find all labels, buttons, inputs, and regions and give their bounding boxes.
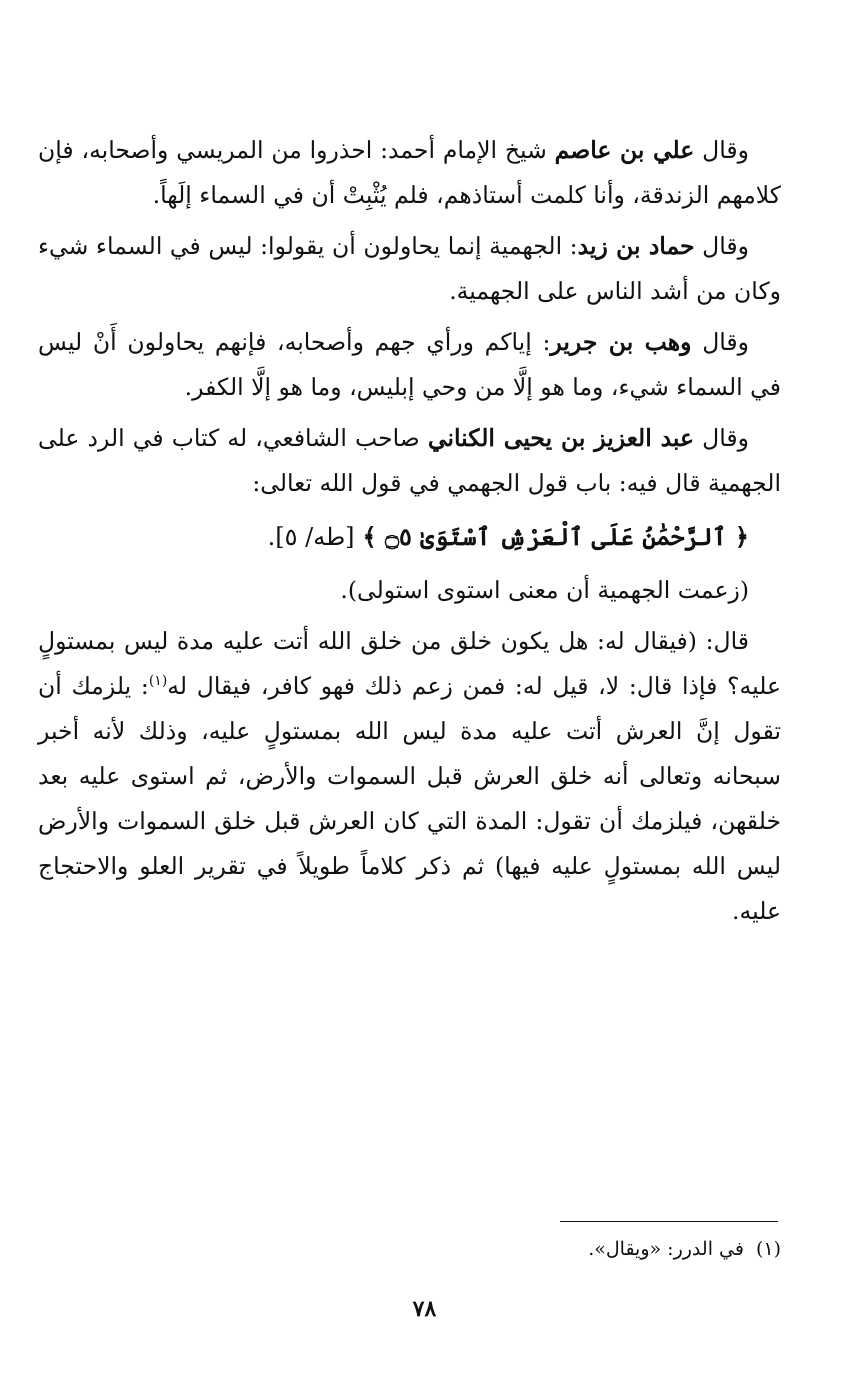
- verse-text: ﴿ ٱلرَّحْمَٰنُ عَلَى ٱلْعَرْشِ ٱسْتَوَىٰ ۝٥ ﴾: [362, 522, 749, 551]
- verse-reference: [طه/ ٥].: [267, 523, 355, 551]
- paragraph-claim: (زعمت الجهمية أن معنى استوى استولى).: [340, 576, 749, 604]
- paragraph-hammad-bin-zayd: وقال حماد بن زيد: الجهمية إنما يحاولون أن يقولوا: ليس في السماء شيء وكان من أشد الناس على الجهمية.: [38, 232, 781, 305]
- page-body: [38, 128, 781, 940]
- paragraph-argument: قال: (فيقال له: هل يكون خلق من خلق الله أتت عليه مدة ليس بمستولٍ عليه؟ فإذا قال: لا، قيل له: فمن زعم ذلك فهو كافر، فيقال له$^{(١)}$: يلزمك أن تقول إنَّ العرش أتت عليه مدة ليس الله بمستولٍ عليه، وذلك لأنه أخبر سبحانه وتعالى أنه خلق العرش قبل السموات والأرض، ثم استوى عليه بعد خلقهن، فيلزمك أن تقول: المدة التي كان العرش قبل خلق السموات والأرض ليس الله بمستولٍ عليه فيها) ثم ذكر كلاماً طويلاً في تقرير العلو والاحتجاج عليه.: [38, 627, 782, 925]
- quran-verse: [38, 512, 781, 562]
- page-number: ٧٨: [412, 1296, 437, 1322]
- footnote-divider: [560, 1221, 778, 1222]
- paragraph-abdulaziz-kinani: وقال عبد العزيز بن يحيى الكناني صاحب الشافعي، له كتاب في الرد على الجهمية قال فيه: باب قول الجهمي في قول الله تعالى:: [38, 424, 781, 497]
- narrator-name: حماد بن زيد: [577, 232, 695, 260]
- narrator-name: علي بن عاصم: [554, 136, 695, 164]
- narrator-name: وهب بن جرير: [550, 328, 692, 356]
- footnote-marker: (١): [148, 673, 168, 690]
- footnote-number: (١): [755, 1238, 781, 1260]
- footnote: [38, 1232, 781, 1266]
- narrator-name: عبد العزيز بن يحيى الكناني: [427, 424, 695, 452]
- paragraph-ali-bin-asim: وقال علي بن عاصم شيخ الإمام أحمد: احذروا من المريسي وأصحابه، فإن كلامهم الزندقة، وأنا كلمت أستاذهم، فلم يُثْبِتْ أن في السماء إلَهاً.: [38, 136, 781, 209]
- footnote-text: في الدرر: «ويقال».: [588, 1238, 744, 1260]
- paragraph-wahb-bin-jarir: وقال وهب بن جرير: إياكم ورأي جهم وأصحابه، فإنهم يحاولون أَنْ ليس في السماء شيء، وما هو إلَّا من وحي إبليس، وما هو إلَّا الكفر.: [38, 328, 781, 401]
